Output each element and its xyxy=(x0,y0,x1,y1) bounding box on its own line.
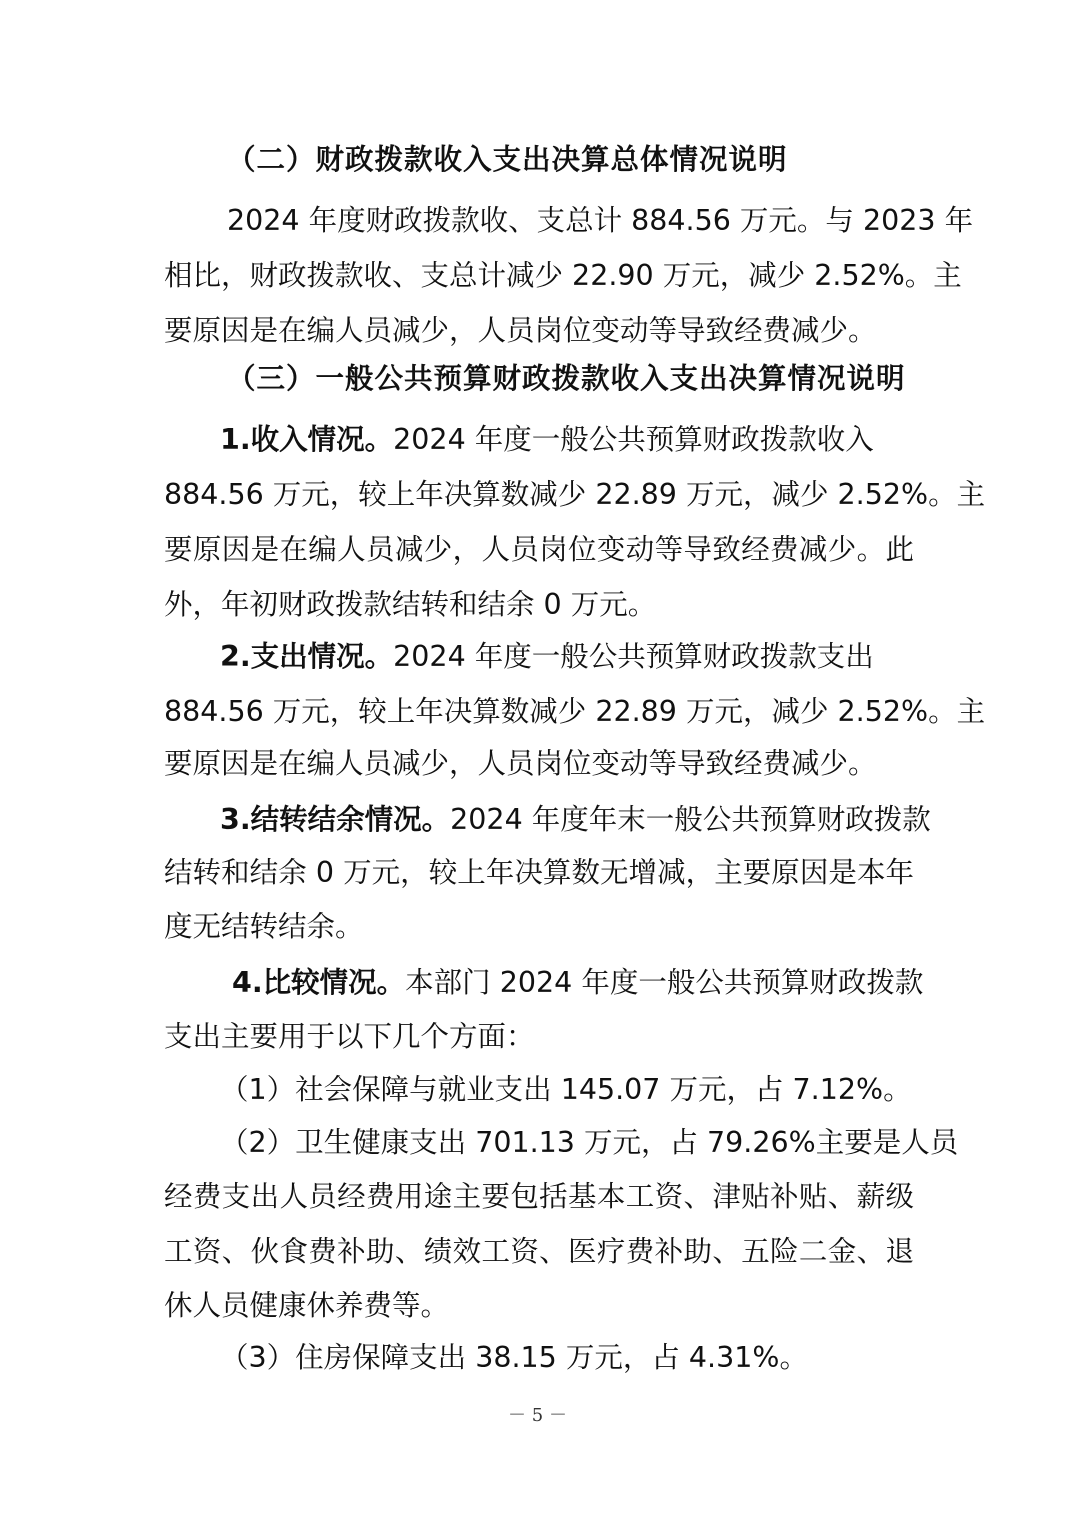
paragraph-line: 2024 年度财政拨款收、支总计 884.56 万元。与 2023 年 xyxy=(227,204,974,237)
section-heading-3: （三）一般公共预算财政拨款收入支出决算情况说明 xyxy=(227,362,906,395)
paragraph-line: 884.56 万元，较上年决算数减少 22.89 万元，减少 2.52%。主 xyxy=(164,478,986,511)
paragraph-line: 要原因是在编人员减少，人员岗位变动等导致经费减少。此 xyxy=(164,533,914,566)
list-item: （3）住房保障支出 38.15 万元，占 4.31%。 xyxy=(220,1341,808,1374)
list-item: （2）卫生健康支出 701.13 万元，占 79.26%主要是人员 xyxy=(220,1126,959,1159)
subsection-text: 2024 年度一般公共预算财政拨款收入 xyxy=(393,423,874,456)
paragraph-line: 工资、伙食费补助、绩效工资、医疗费补助、五险二金、退 xyxy=(164,1235,914,1268)
paragraph-line: 884.56 万元，较上年决算数减少 22.89 万元，减少 2.52%。主 xyxy=(164,695,986,728)
subsection-text: 本部门 2024 年度一般公共预算财政拨款 xyxy=(405,966,924,999)
paragraph-line: 经费支出人员经费用途主要包括基本工资、津贴补贴、薪级 xyxy=(164,1180,914,1213)
subsection-carryover xyxy=(220,800,931,840)
subsection-text: 2024 年度一般公共预算财政拨款支出 xyxy=(393,640,874,673)
subsection-comparison xyxy=(232,963,924,1003)
subsection-label: 3.结转结余情况。 xyxy=(220,803,451,836)
subsection-label: 2.支出情况。 xyxy=(220,640,394,673)
subsection-text: 2024 年度年末一般公共预算财政拨款 xyxy=(450,803,931,836)
paragraph-line: 度无结转结余。 xyxy=(164,910,364,943)
subsection-label: 4.比较情况。 xyxy=(232,966,406,999)
paragraph-line: 要原因是在编人员减少，人员岗位变动等导致经费减少。 xyxy=(164,314,877,347)
paragraph-line: 支出主要用于以下几个方面： xyxy=(164,1020,535,1053)
paragraph-line: 结转和结余 0 万元，较上年决算数无增减，主要原因是本年 xyxy=(164,856,914,889)
subsection-income xyxy=(220,420,915,460)
paragraph-line: 要原因是在编人员减少，人员岗位变动等导致经费减少。 xyxy=(164,747,877,780)
section-heading-2: （二）财政拨款收入支出决算总体情况说明 xyxy=(227,143,788,176)
paragraph-line: 相比，财政拨款收、支总计减少 22.90 万元，减少 2.52%。主 xyxy=(164,259,962,292)
paragraph-line: 休人员健康休养费等。 xyxy=(164,1289,450,1322)
subsection-expense xyxy=(220,637,915,677)
subsection-label: 1.收入情况。 xyxy=(220,423,394,456)
list-item: （1）社会保障与就业支出 145.07 万元，占 7.12%。 xyxy=(220,1073,912,1106)
page-number: － 5 － xyxy=(508,1405,567,1426)
paragraph-line: 外，年初财政拨款结转和结余 0 万元。 xyxy=(164,588,657,621)
